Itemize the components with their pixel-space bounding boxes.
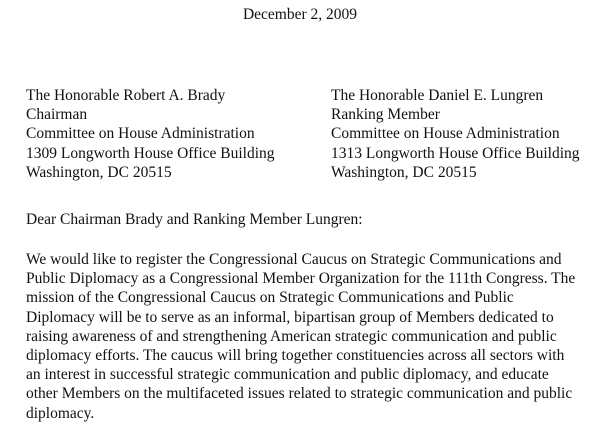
recipient-street: 1309 Longworth House Office Building xyxy=(26,144,275,162)
recipient-street: 1313 Longworth House Office Building xyxy=(331,144,580,162)
recipient-title: Ranking Member xyxy=(331,106,440,124)
recipient-committee: Committee on House Administration xyxy=(331,125,560,143)
body-line: Diplomacy will be to serve as an informal, bipartisan group of Members dedicated to xyxy=(26,308,554,326)
body-line: other Members on the multifaceted issues related to strategic communication and public xyxy=(26,385,573,403)
recipient-city: Washington, DC 20515 xyxy=(331,163,477,181)
body-line: raising awareness of and strengthening American strategic communication and public xyxy=(26,327,557,345)
body-line: diplomacy efforts. The caucus will bring together constituencies across all sectors with xyxy=(26,347,565,365)
recipient-name: The Honorable Robert A. Brady xyxy=(26,87,226,104)
recipient-committee: Committee on House Administration xyxy=(26,125,255,143)
salutation: Dear Chairman Brady and Ranking Member Lungren: xyxy=(26,211,363,228)
body-line: an interest in successful strategic communication and public diplomacy, and educate xyxy=(26,366,549,384)
recipient-address-lungren xyxy=(331,86,580,182)
body-line: We would like to register the Congressional Caucus on Strategic Communications and xyxy=(26,251,562,268)
recipient-title: Chairman xyxy=(26,106,88,124)
recipient-city: Washington, DC 20515 xyxy=(26,163,172,181)
letter-date: December 2, 2009 xyxy=(242,6,358,23)
body-line: mission of the Congressional Caucus on Strategic Communications and Public xyxy=(26,289,514,307)
recipient-name: The Honorable Daniel E. Lungren xyxy=(331,87,544,104)
letter-body-paragraph xyxy=(26,250,600,423)
body-line: Public Diplomacy as a Congressional Member Organization for the 111th Congress. The xyxy=(26,270,576,288)
body-line: diplomacy. xyxy=(26,404,95,422)
recipient-address-brady xyxy=(26,86,275,182)
